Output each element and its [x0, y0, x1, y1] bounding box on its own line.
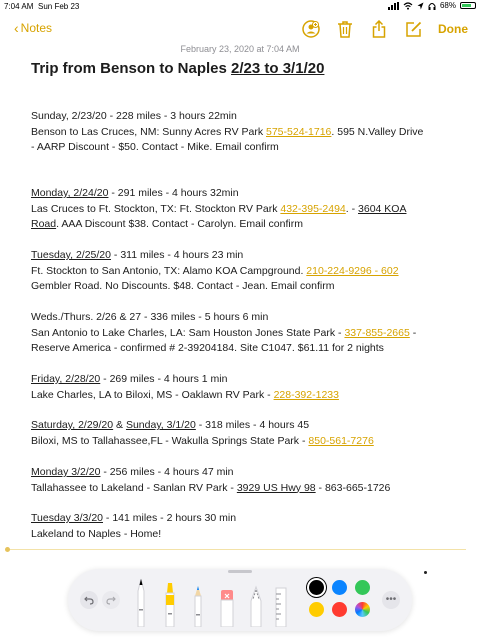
route-text: Biloxi, MS to Tallahassee,FL - Wakulla Springs State Park - — [31, 434, 309, 447]
undo-button[interactable] — [80, 591, 98, 609]
battery-icon — [460, 2, 476, 9]
address-link[interactable]: 3929 US Hwy 98 — [236, 481, 316, 494]
phone-link[interactable]: 228-392-1233 — [273, 388, 339, 401]
route-text: Ft. Stockton to San Antonio, TX: Alamo KOA Campground. — [31, 264, 307, 277]
pencil-tool[interactable] — [191, 584, 205, 627]
location-icon — [417, 2, 424, 10]
itinerary-day-tuesday-2[interactable] — [31, 511, 461, 542]
phone-link[interactable]: 432-395-2494 — [280, 202, 346, 215]
wifi-icon — [403, 2, 413, 10]
distance-text: - 141 miles - 2 hours 30 min — [103, 512, 237, 524]
compose-button[interactable] — [402, 18, 424, 40]
itinerary-day-monday[interactable] — [31, 186, 461, 233]
color-swatch-red[interactable] — [332, 602, 347, 617]
title-dates: 2/23 to 3/1/20 — [231, 60, 325, 77]
ampersand-text: & — [113, 419, 126, 431]
color-wheel-icon[interactable] — [355, 602, 370, 617]
day-heading: Sunday, 2/23/20 - 228 miles - 3 hours 22min — [31, 110, 237, 122]
day-heading — [31, 418, 461, 434]
palette-grabber[interactable] — [228, 570, 252, 573]
day-heading — [31, 372, 461, 388]
route-text: Tallahassee to Lakeland - Sanlan RV Park - — [31, 481, 237, 494]
ruler-tool[interactable] — [274, 586, 288, 627]
address-text: . 595 N.Valley Drive — [331, 125, 424, 138]
color-swatch-blue[interactable] — [332, 580, 347, 595]
back-label: Notes — [20, 21, 53, 35]
day-detail: Lakeland to Naples - Home! — [31, 527, 162, 540]
day-detail — [31, 434, 461, 450]
toolbar-actions — [288, 18, 468, 40]
redo-icon — [106, 595, 116, 605]
cursor-dot — [424, 571, 427, 574]
battery-percent: 68% — [439, 1, 456, 10]
drawing-guide-line — [6, 549, 466, 550]
date-text: Tuesday 3/3/20 — [31, 512, 103, 524]
chevron-left-icon: ‹ — [14, 20, 19, 36]
note-title[interactable] — [31, 60, 324, 77]
more-options-button[interactable] — [382, 591, 400, 609]
day-detail — [31, 202, 461, 218]
add-person-icon — [302, 20, 320, 38]
address-link[interactable]: 3604 KOA — [358, 202, 407, 215]
phone-link[interactable]: 210-224-9296 - 602 — [306, 264, 399, 277]
color-swatch-green[interactable] — [355, 580, 370, 595]
address-link-cont[interactable]: Road — [31, 218, 57, 230]
title-text: Trip from Benson to Naples — [31, 60, 232, 77]
day-detail — [31, 481, 461, 497]
day-detail-cont: Reserve America - confirmed # 2-39204184. Site C1047. $61.11 for 2 nights — [31, 342, 384, 354]
day-heading — [31, 465, 461, 481]
color-swatch-black[interactable] — [309, 580, 324, 595]
itinerary-day-sunday[interactable] — [31, 109, 461, 156]
discount-text: . AAA Discount $38. Contact - Carolyn. Email confirm — [56, 218, 303, 230]
ellipsis-icon: ••• — [385, 594, 397, 605]
route-text: Benson to Las Cruces, NM: Sunny Acres RV Park — [31, 125, 266, 138]
day-detail-cont: Gembler Road. No Discounts. $48. Contact - Jean. Email confirm — [31, 280, 335, 292]
day-heading: Weds./Thurs. 2/26 & 27 - 336 miles - 5 hours 6 min — [31, 311, 269, 323]
eraser-tool[interactable] — [219, 588, 235, 627]
route-text: Las Cruces to Ft. Stockton, TX: Ft. Stockton RV Park — [31, 202, 281, 215]
phone-text: - 863-665-1726 — [315, 481, 391, 494]
marker-tool[interactable] — [163, 581, 177, 627]
pen-tool[interactable] — [134, 577, 148, 627]
day-detail — [31, 264, 461, 280]
trash-icon — [337, 20, 353, 38]
date-text: Friday, 2/28/20 — [31, 373, 101, 385]
phone-link[interactable]: 850-561-7276 — [308, 434, 374, 447]
separator-text: . - — [345, 202, 359, 215]
separator-text: - — [409, 326, 417, 339]
date-text: Monday 3/2/20 — [31, 466, 101, 478]
day-heading — [31, 511, 461, 527]
lasso-tool[interactable] — [248, 585, 264, 627]
distance-text: - 291 miles - 4 hours 32min — [108, 187, 239, 199]
done-button[interactable]: Done — [438, 22, 468, 36]
redo-button[interactable] — [102, 591, 120, 609]
itinerary-day-weekend[interactable] — [31, 418, 461, 449]
day-heading — [31, 248, 461, 264]
compose-icon — [405, 21, 422, 38]
note-timestamp: February 23, 2020 at 7:04 AM — [180, 44, 300, 54]
drawing-guide-handle[interactable] — [5, 547, 10, 552]
distance-text: - 256 miles - 4 hours 47 min — [100, 466, 234, 478]
route-text: San Antonio to Lake Charles, LA: Sam Houston Jones State Park - — [31, 326, 345, 339]
color-swatch-yellow[interactable] — [309, 602, 324, 617]
day-detail — [31, 326, 461, 342]
status-right — [388, 1, 476, 10]
distance-text: - 318 miles - 4 hours 45 — [195, 419, 310, 431]
signal-icon — [388, 2, 399, 10]
status-bar — [0, 0, 480, 14]
route-text: Lake Charles, LA to Biloxi, MS - Oaklawn RV Park - — [31, 388, 274, 401]
status-time: 7:04 AM — [4, 2, 34, 11]
date-text-2: Sunday, 3/1/20 — [125, 419, 196, 431]
day-detail-cont: - AARP Discount - $50. Contact - Mike. Email confirm — [31, 141, 279, 153]
navigation-toolbar — [0, 14, 480, 44]
date-text: Tuesday, 2/25/20 — [31, 249, 111, 261]
back-button[interactable] — [14, 21, 52, 35]
itinerary-day-friday[interactable] — [31, 372, 461, 403]
day-detail — [31, 125, 461, 141]
undo-icon — [84, 595, 94, 605]
collaborate-button[interactable] — [300, 18, 322, 40]
distance-text: - 311 miles - 4 hours 23 min — [110, 249, 244, 261]
headphones-icon — [428, 2, 436, 10]
itinerary-day-monday-2[interactable] — [31, 465, 461, 496]
phone-link[interactable]: 337-855-2665 — [344, 326, 410, 339]
status-date: Sun Feb 23 — [38, 2, 80, 11]
phone-link[interactable]: 575-524-1716 — [266, 125, 332, 138]
itinerary-day-tuesday[interactable] — [31, 248, 461, 295]
share-button[interactable] — [368, 18, 390, 40]
date-text: Monday, 2/24/20 — [31, 187, 109, 199]
itinerary-day-weds-thurs[interactable] — [31, 310, 461, 357]
share-icon — [372, 20, 386, 38]
date-text: Saturday, 2/29/20 — [31, 419, 114, 431]
delete-button[interactable] — [334, 18, 356, 40]
day-heading — [31, 186, 461, 202]
distance-text: - 269 miles - 4 hours 1 min — [100, 373, 228, 385]
day-detail-cont — [31, 217, 461, 233]
day-detail — [31, 388, 461, 404]
